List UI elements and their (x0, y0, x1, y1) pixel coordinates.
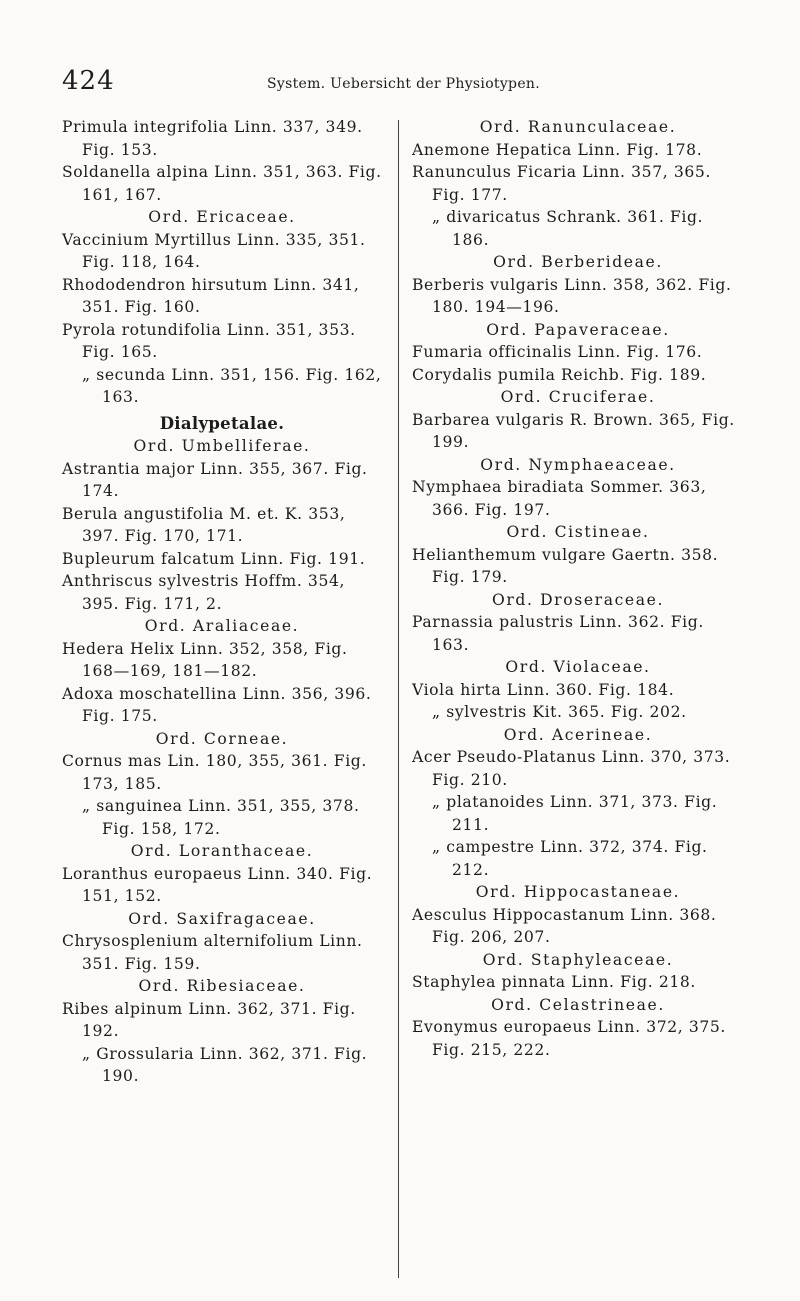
species-entry: Cornus mas Lin. 180, 355, 361. Fig. 173, 185. (62, 752, 367, 793)
species-entry: Aesculus Hippocastanum Linn. 368. Fig. 206, 207. (412, 905, 717, 946)
order-heading: Ord. Ribesiaceae. (138, 977, 306, 995)
order-heading: Ord. Berberideae. (493, 253, 663, 271)
species-entry: „ secunda Linn. 351, 156. Fig. 162, 163. (82, 365, 382, 406)
species-entry: Staphylea pinnata Linn. Fig. 218. (412, 973, 696, 991)
species-entry: Berula angustifolia M. et. K. 353, 397. Fig. 170, 171. (62, 504, 346, 545)
running-title: System. Uebersicht der Physiotypen. (267, 76, 540, 92)
order-heading: Ord. Hippocastaneae. (475, 883, 681, 901)
species-entry: „ campestre Linn. 372, 374. Fig. 212. (432, 838, 708, 879)
species-entry: Fumaria officinalis Linn. Fig. 176. (412, 343, 703, 361)
species-entry: Acer Pseudo-Platanus Linn. 370, 373. Fig. 210. (412, 748, 731, 789)
species-entry: Soldanella alpina Linn. 351, 363. Fig. 161, 167. (62, 163, 382, 204)
species-entry: „ sylvestris Kit. 365. Fig. 202. (432, 703, 687, 721)
species-entry: Anthriscus sylvestris Hoffm. 354, 395. Fig. 171, 2. (62, 572, 346, 613)
species-entry: Anemone Hepatica Linn. Fig. 178. (412, 140, 703, 159)
species-entry: Loranthus europaeus Linn. 340. Fig. 151, 152. (62, 864, 373, 905)
order-heading: Ord. Araliaceae. (144, 617, 300, 635)
species-entry: Astrantia major Linn. 355, 367. Fig. 174. (62, 459, 368, 500)
species-entry: Vaccinium Myrtillus Linn. 335, 351. Fig. 118, 164. (62, 230, 366, 271)
order-heading: Ord. Ericaceae. (148, 208, 296, 226)
species-entry: Nymphaea biradiata Sommer. 363, 366. Fig. 197. (412, 478, 707, 519)
order-heading: Ord. Violaceae. (505, 658, 651, 676)
species-entry: Viola hirta Linn. 360. Fig. 184. (412, 680, 675, 699)
species-entry: Parnassia palustris Linn. 362. Fig. 163. (412, 613, 704, 654)
page-header (62, 66, 760, 106)
species-entry: Chrysosplenium alternifolium Linn. 351. Fig. 159. (62, 932, 363, 973)
species-entry: Adoxa moschatellina Linn. 356, 396. Fig. 175. (62, 684, 372, 725)
order-heading: Ord. Acerineae. (503, 725, 653, 744)
left-column (62, 116, 382, 1088)
order-heading: Ord. Cruciferae. (500, 388, 656, 406)
order-heading: Ord. Papaveraceae. (486, 320, 670, 339)
species-entry: Helianthemum vulgare Gaertn. 358. Fig. 179. (412, 545, 719, 586)
species-entry: Pyrola rotundifolia Linn. 351, 353. Fig. 165. (62, 320, 356, 361)
column-divider (398, 120, 399, 1278)
order-heading: Ord. Droseraceae. (491, 590, 665, 609)
species-entry: „ sanguinea Linn. 351, 355, 378. Fig. 158, 172. (82, 797, 360, 838)
order-heading: Ord. Corneae. (155, 729, 289, 748)
species-entry: Primula integrifolia Linn. 337, 349. Fig. 153. (62, 118, 363, 159)
order-heading: Ord. Cistineae. (506, 523, 650, 541)
species-entry: Bupleurum falcatum Linn. Fig. 191. (62, 549, 366, 568)
species-entry: Barbarea vulgaris R. Brown. 365, Fig. 199. (412, 410, 735, 451)
species-entry: „ divaricatus Schrank. 361. Fig. 186. (432, 208, 704, 249)
order-heading: Ord. Celastrineae. (491, 995, 665, 1014)
order-heading: Ord. Saxifragaceae. (128, 909, 316, 928)
order-heading: Ord. Loranthaceae. (130, 842, 314, 860)
order-heading: Ord. Umbelliferae. (133, 437, 311, 455)
species-entry: Ranunculus Ficaria Linn. 357, 365. Fig. 177. (412, 163, 711, 204)
order-heading: Ord. Ranunculaceae. (479, 118, 677, 136)
species-entry: Rhododendron hirsutum Linn. 341, 351. Fig. 160. (62, 275, 360, 316)
right-column (412, 116, 744, 1061)
species-entry: Ribes alpinum Linn. 362, 371. Fig. 192. (62, 999, 356, 1040)
section-heading: Dialypetalae. (159, 413, 285, 433)
species-entry: „ Grossularia Linn. 362, 371. Fig. 190. (82, 1044, 368, 1085)
page-number: 424 (62, 66, 115, 96)
species-entry: Berberis vulgaris Linn. 358, 362. Fig. 180. 194—196. (412, 275, 732, 316)
order-heading: Ord. Nymphaeaceae. (480, 455, 676, 474)
species-entry: Evonymus europaeus Linn. 372, 375. Fig. 215, 222. (412, 1018, 726, 1059)
species-entry: Corydalis pumila Reichb. Fig. 189. (412, 365, 707, 384)
order-heading: Ord. Staphyleaceae. (482, 950, 674, 969)
species-entry: Hedera Helix Linn. 352, 358, Fig. 168—169, 181—182. (62, 639, 348, 680)
species-entry: „ platanoides Linn. 371, 373. Fig. 211. (432, 793, 718, 834)
